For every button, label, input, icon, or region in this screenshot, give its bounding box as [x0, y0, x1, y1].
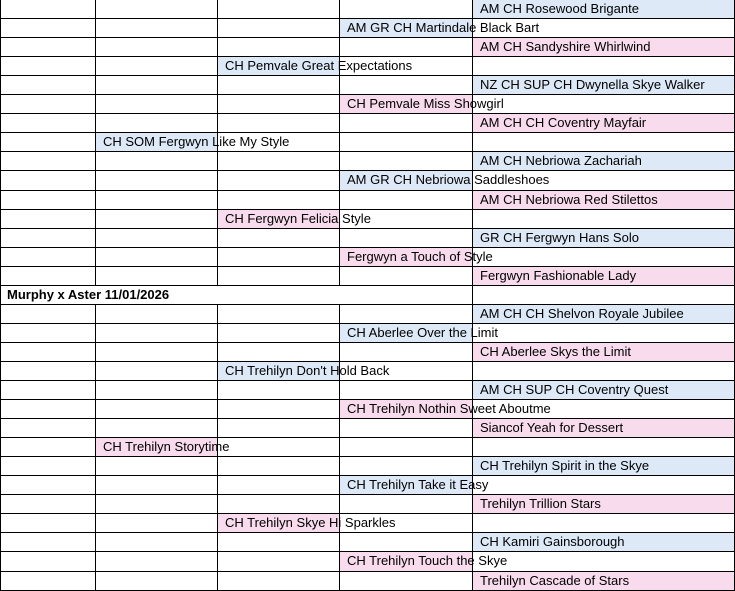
sire-cell[interactable]: CH Trehilyn Don't Hold Back: [217, 361, 340, 381]
empty-cell[interactable]: [0, 532, 96, 552]
empty-cell[interactable]: [339, 304, 473, 324]
empty-cell[interactable]: [95, 266, 218, 286]
empty-cell[interactable]: [339, 190, 473, 210]
empty-cell[interactable]: [0, 247, 96, 267]
litter-title[interactable]: Murphy x Aster 11/01/2026: [0, 285, 734, 305]
empty-cell[interactable]: [472, 170, 735, 191]
empty-cell[interactable]: [217, 571, 340, 591]
empty-cell[interactable]: [217, 418, 340, 438]
sire-cell[interactable]: AM CH Nebriowa Zachariah: [472, 151, 735, 171]
empty-cell[interactable]: [95, 75, 218, 95]
empty-cell[interactable]: [95, 513, 218, 533]
empty-cell[interactable]: [0, 75, 96, 95]
empty-cell[interactable]: [339, 513, 473, 533]
empty-cell[interactable]: [0, 132, 96, 152]
empty-cell[interactable]: [0, 571, 96, 591]
empty-cell[interactable]: [0, 475, 96, 495]
empty-cell[interactable]: [95, 456, 218, 476]
empty-cell[interactable]: [0, 513, 96, 533]
sire-cell[interactable]: CH SOM Fergwyn Like My Style: [95, 132, 218, 152]
empty-cell[interactable]: [217, 94, 340, 114]
empty-cell[interactable]: [95, 228, 218, 248]
empty-cell[interactable]: [0, 380, 96, 400]
dam-cell[interactable]: Trehilyn Cascade of Stars: [472, 571, 735, 591]
empty-cell[interactable]: [95, 494, 218, 514]
empty-cell[interactable]: [472, 132, 735, 152]
empty-cell[interactable]: [339, 228, 473, 248]
empty-cell[interactable]: [95, 571, 218, 591]
empty-cell[interactable]: [0, 170, 96, 191]
empty-cell[interactable]: [217, 323, 340, 343]
sire-cell[interactable]: CH Pemvale Great Expectations: [217, 56, 340, 76]
empty-cell[interactable]: [0, 56, 96, 76]
empty-cell[interactable]: [95, 0, 218, 19]
empty-cell[interactable]: [472, 513, 735, 533]
empty-cell[interactable]: [339, 151, 473, 171]
empty-cell[interactable]: [217, 551, 340, 572]
empty-cell[interactable]: [472, 56, 735, 76]
empty-cell[interactable]: [339, 0, 473, 19]
empty-cell[interactable]: [95, 551, 218, 572]
empty-cell[interactable]: [339, 437, 473, 457]
empty-cell[interactable]: [0, 418, 96, 438]
empty-cell[interactable]: [472, 247, 735, 267]
empty-cell[interactable]: [95, 37, 218, 57]
empty-cell[interactable]: [95, 532, 218, 552]
empty-cell[interactable]: [95, 380, 218, 400]
empty-cell[interactable]: [95, 399, 218, 419]
empty-cell[interactable]: [472, 18, 735, 38]
empty-cell[interactable]: [217, 132, 340, 152]
empty-cell[interactable]: [95, 151, 218, 171]
empty-cell[interactable]: [217, 380, 340, 400]
dam-cell[interactable]: Fergwyn a Touch of Style: [339, 247, 473, 267]
empty-cell[interactable]: [339, 456, 473, 476]
dam-cell[interactable]: AM CH Nebriowa Red Stilettos: [472, 190, 735, 210]
empty-cell[interactable]: [217, 113, 340, 133]
empty-cell[interactable]: [0, 437, 96, 457]
dam-cell[interactable]: CH Trehilyn Storytime: [95, 437, 218, 457]
empty-cell[interactable]: [217, 37, 340, 57]
sire-cell[interactable]: AM GR CH Nebriowa Saddleshoes: [339, 170, 473, 191]
empty-cell[interactable]: [217, 437, 340, 457]
empty-cell[interactable]: [472, 475, 735, 495]
empty-cell[interactable]: [0, 323, 96, 343]
empty-cell[interactable]: [339, 494, 473, 514]
empty-cell[interactable]: [339, 266, 473, 286]
empty-cell[interactable]: [339, 361, 473, 381]
empty-cell[interactable]: [217, 151, 340, 171]
empty-cell[interactable]: [0, 151, 96, 171]
dam-cell[interactable]: AM CH Sandyshire Whirlwind: [472, 37, 735, 57]
empty-cell[interactable]: [95, 323, 218, 343]
empty-cell[interactable]: [472, 361, 735, 381]
empty-cell[interactable]: [95, 94, 218, 114]
empty-cell[interactable]: [339, 75, 473, 95]
sire-cell[interactable]: AM GR CH Martindale Black Bart: [339, 18, 473, 38]
sire-cell[interactable]: CH Trehilyn Spirit in the Skye: [472, 456, 735, 476]
dam-cell[interactable]: CH Trehilyn Skye Hi Sparkles: [217, 513, 340, 533]
empty-cell[interactable]: [0, 399, 96, 419]
empty-cell[interactable]: [0, 494, 96, 514]
empty-cell[interactable]: [472, 399, 735, 419]
dam-cell[interactable]: CH Trehilyn Nothin Sweet Aboutme: [339, 399, 473, 419]
empty-cell[interactable]: [0, 228, 96, 248]
dam-cell[interactable]: CH Pemvale Miss Showgirl: [339, 94, 473, 114]
empty-cell[interactable]: [217, 75, 340, 95]
empty-cell[interactable]: [0, 18, 96, 38]
empty-cell[interactable]: [95, 113, 218, 133]
sire-cell[interactable]: AM CH Rosewood Brigante: [472, 0, 735, 19]
empty-cell[interactable]: [0, 551, 96, 572]
empty-cell[interactable]: [0, 94, 96, 114]
empty-cell[interactable]: [95, 18, 218, 38]
dam-cell[interactable]: Trehilyn Trillion Stars: [472, 494, 735, 514]
sire-cell[interactable]: CH Aberlee Over the Limit: [339, 323, 473, 343]
empty-cell[interactable]: [217, 266, 340, 286]
sire-cell[interactable]: AM CH CH Shelvon Royale Jubilee: [472, 304, 735, 324]
empty-cell[interactable]: [0, 342, 96, 362]
empty-cell[interactable]: [339, 37, 473, 57]
sire-cell[interactable]: CH Kamiri Gainsborough: [472, 532, 735, 552]
empty-cell[interactable]: [339, 209, 473, 229]
empty-cell[interactable]: [339, 113, 473, 133]
empty-cell[interactable]: [0, 190, 96, 210]
empty-cell[interactable]: [95, 209, 218, 229]
empty-cell[interactable]: [95, 361, 218, 381]
empty-cell[interactable]: [217, 0, 340, 19]
empty-cell[interactable]: [95, 304, 218, 324]
empty-cell[interactable]: [472, 209, 735, 229]
empty-cell[interactable]: [217, 247, 340, 267]
empty-cell[interactable]: [0, 456, 96, 476]
empty-cell[interactable]: [95, 342, 218, 362]
empty-cell[interactable]: [217, 456, 340, 476]
empty-cell[interactable]: [95, 418, 218, 438]
empty-cell[interactable]: [339, 571, 473, 591]
dam-cell[interactable]: CH Aberlee Skys the Limit: [472, 342, 735, 362]
dam-cell[interactable]: CH Fergwyn Felicia Style: [217, 209, 340, 229]
empty-cell[interactable]: [217, 342, 340, 362]
sire-cell[interactable]: AM CH SUP CH Coventry Quest: [472, 380, 735, 400]
empty-cell[interactable]: [0, 266, 96, 286]
empty-cell[interactable]: [339, 56, 473, 76]
empty-cell[interactable]: [339, 342, 473, 362]
empty-cell[interactable]: [0, 209, 96, 229]
sire-cell[interactable]: GR CH Fergwyn Hans Solo: [472, 228, 735, 248]
empty-cell[interactable]: [472, 285, 735, 305]
dam-cell[interactable]: Siancof Yeah for Dessert: [472, 418, 735, 438]
empty-cell[interactable]: [217, 190, 340, 210]
empty-cell[interactable]: [217, 228, 340, 248]
empty-cell[interactable]: [0, 113, 96, 133]
empty-cell[interactable]: [0, 361, 96, 381]
empty-cell[interactable]: [0, 304, 96, 324]
dam-cell[interactable]: AM CH CH Coventry Mayfair: [472, 113, 735, 133]
empty-cell[interactable]: [217, 170, 340, 191]
empty-cell[interactable]: [472, 551, 735, 572]
empty-cell[interactable]: [0, 37, 96, 57]
empty-cell[interactable]: [339, 380, 473, 400]
empty-cell[interactable]: [339, 132, 473, 152]
empty-cell[interactable]: [217, 475, 340, 495]
empty-cell[interactable]: [95, 475, 218, 495]
empty-cell[interactable]: [95, 247, 218, 267]
empty-cell[interactable]: [472, 323, 735, 343]
empty-cell[interactable]: [217, 18, 340, 38]
empty-cell[interactable]: [472, 437, 735, 457]
empty-cell[interactable]: [339, 532, 473, 552]
empty-cell[interactable]: [217, 532, 340, 552]
empty-cell[interactable]: [95, 170, 218, 191]
empty-cell[interactable]: [95, 56, 218, 76]
empty-cell[interactable]: [0, 0, 96, 19]
empty-cell[interactable]: [95, 190, 218, 210]
sire-cell[interactable]: NZ CH SUP CH Dwynella Skye Walker: [472, 75, 735, 95]
dam-cell[interactable]: Fergwyn Fashionable Lady: [472, 266, 735, 286]
empty-cell[interactable]: [472, 94, 735, 114]
empty-cell[interactable]: [217, 304, 340, 324]
empty-cell[interactable]: [217, 399, 340, 419]
empty-cell[interactable]: [217, 494, 340, 514]
empty-cell[interactable]: [339, 418, 473, 438]
dam-cell[interactable]: CH Trehilyn Touch the Skye: [339, 551, 473, 572]
sire-cell[interactable]: CH Trehilyn Take it Easy: [339, 475, 473, 495]
